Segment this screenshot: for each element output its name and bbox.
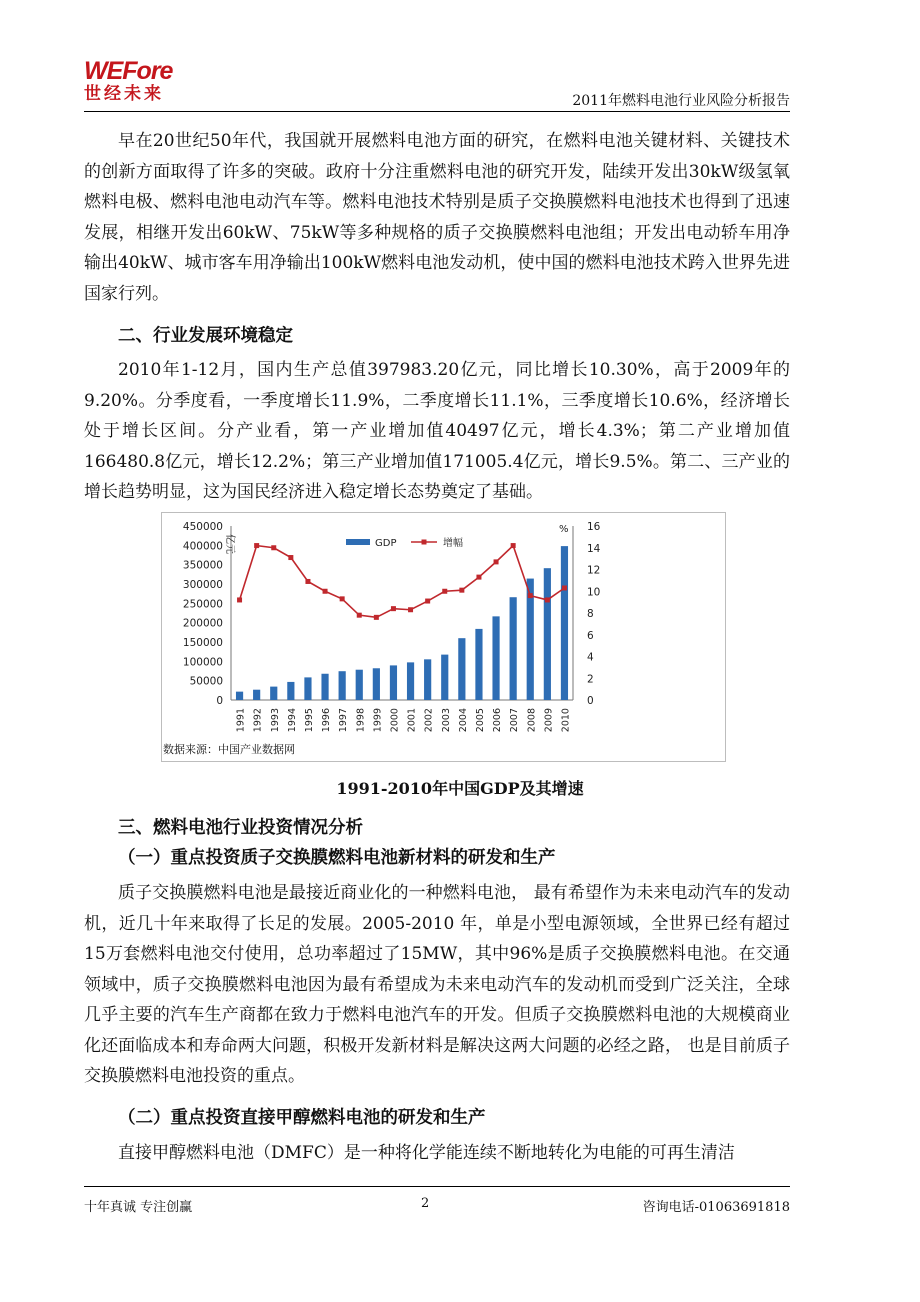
x-tick-label: 1995	[303, 708, 315, 733]
growth-rate-point	[511, 543, 516, 548]
gdp-bar	[561, 546, 568, 700]
y-left-tick-label: 350000	[182, 559, 223, 572]
gdp-bar	[356, 670, 363, 700]
y-left-tick-label: 250000	[182, 598, 223, 611]
logo-subtext: 世经未来	[84, 84, 164, 104]
footer-divider	[84, 1186, 790, 1187]
legend-growth-marker	[422, 540, 427, 545]
logo-text: WEFore	[84, 57, 173, 85]
gdp-bar	[475, 629, 482, 700]
x-tick-label: 1999	[372, 708, 384, 733]
growth-rate-point	[476, 575, 481, 580]
gdp-bar	[407, 662, 414, 700]
growth-rate-point	[271, 545, 276, 550]
section-heading-environment: 二、行业发展环境稳定	[118, 326, 293, 346]
paragraph-text: 直接甲醇燃料电池（DMFC）是一种将化学能连续不断地转化为电能的可再生清洁	[118, 1143, 735, 1163]
gdp-bar	[390, 665, 397, 700]
growth-rate-point	[545, 597, 550, 602]
growth-rate-point	[340, 596, 345, 601]
footer-slogan: 十年真诚 专注创赢	[84, 1200, 193, 1215]
growth-rate-point	[374, 615, 379, 620]
page-number: 2	[421, 1196, 430, 1211]
subsection-heading-pem: （一）重点投资质子交换膜燃料电池新材料的研发和生产	[118, 848, 556, 868]
y-left-tick-label: 100000	[182, 656, 223, 669]
y-left-tick-label: 450000	[182, 521, 223, 533]
y-left-axis-label: 亿元	[224, 534, 235, 554]
x-tick-label: 1993	[269, 708, 281, 733]
company-logo	[84, 58, 188, 108]
y-right-tick-label: 6	[587, 629, 594, 642]
y-right-tick-label: 16	[587, 521, 601, 533]
growth-rate-point	[391, 606, 396, 611]
growth-rate-point	[305, 579, 310, 584]
paragraph-text: 质子交换膜燃料电池是最接近商业化的一种燃料电池， 最有希望作为未来电动汽车的发动机，近几十年来取得了长足的发展。2005-2010 年，单是小型电源领域，全世界已经有超过15万套燃料电池交付使用，总功率超过了15MW，其中96%是质子交换膜燃料电池。在交通领域中，质子交换膜燃料电池因为最有希望成为未来电动汽车的发动机而受到广泛关注，全球几乎主要的汽车生产商都在致力于燃料电池汽车的开发。但质子交换膜燃料电池的大规模商业化还面临成本和寿命两大问题，积极开发新材料是解决这两大问题的必经之路， 也是目前质子交换膜燃料电池投资的重点。	[84, 883, 790, 1086]
growth-rate-point	[562, 585, 567, 590]
x-tick-label: 2007	[509, 708, 521, 733]
paragraph-text: 2010年1-12月，国内生产总值397983.20亿元，同比增长10.30%，高于2009年的9.20%。分季度看，一季度增长11.9%，二季度增长11.1%，三季度增长10.6%，经济增长处于增长区间。分产业看，第一产业增加值40497亿元，增长4.3%；第二产业增加值166480.8亿元，增长12.2%；第三产业增加值171005.4亿元，增长9.5%。第二、三产业的增长趋势明显，这为国民经济进入稳定增长态势奠定了基础。	[84, 360, 790, 502]
gdp-bar	[253, 690, 260, 700]
growth-rate-point	[237, 597, 242, 602]
x-tick-label: 2000	[389, 708, 401, 733]
y-right-tick-label: 10	[587, 586, 601, 599]
x-tick-label: 2006	[492, 708, 504, 733]
section-heading-investment: 三、燃料电池行业投资情况分析	[118, 818, 363, 838]
x-tick-label: 1996	[321, 708, 333, 733]
header-divider	[84, 111, 790, 112]
x-tick-label: 1998	[355, 708, 367, 733]
growth-rate-point	[288, 555, 293, 560]
legend-gdp-label: GDP	[375, 538, 397, 549]
growth-rate-point	[459, 588, 464, 593]
y-left-tick-label: 150000	[182, 637, 223, 649]
gdp-bar	[424, 659, 431, 700]
growth-rate-point	[408, 607, 413, 612]
y-left-tick-label: 400000	[182, 540, 223, 553]
paragraph-text: 早在20世纪50年代，我国就开展燃料电池方面的研究，在燃料电池关键材料、关键技术的创新方面取得了许多的突破。政府十分注重燃料电池的研究开发，陆续开发出30kW级氢氧燃料电极、燃料电池电动汽车等。燃料电池技术特别是质子交换膜燃料电池技术也得到了迅速发展，相继开发出60kW、75kW等多种规格的质子交换膜燃料电池组；开发出电动轿车用净输出40kW、城市客车用净输出100kW燃料电池发动机，使中国的燃料电池技术跨入世界先进国家行列。	[84, 131, 790, 304]
growth-rate-point	[357, 613, 362, 618]
y-right-tick-label: 0	[587, 695, 594, 707]
x-tick-label: 2004	[457, 708, 469, 733]
gdp-bar	[339, 671, 346, 700]
y-left-tick-label: 200000	[182, 617, 223, 630]
x-tick-label: 2010	[560, 708, 572, 733]
y-left-tick-label: 50000	[189, 675, 223, 688]
x-tick-label: 2009	[543, 708, 555, 733]
legend-gdp-swatch	[346, 539, 370, 545]
chart-source: 数据来源：中国产业数据网	[163, 743, 295, 756]
y-left-tick-label: 300000	[182, 579, 223, 591]
growth-rate-point	[323, 589, 328, 594]
gdp-bar	[287, 682, 294, 700]
paragraph-dmfc	[84, 1138, 790, 1169]
x-tick-label: 2008	[526, 708, 538, 733]
y-right-tick-label: 4	[587, 651, 594, 664]
gdp-bar	[510, 597, 517, 700]
y-right-tick-label: 12	[587, 564, 601, 577]
y-right-axis-label: %	[559, 524, 569, 535]
legend-growth-label: 增幅	[443, 538, 463, 549]
footer-phone: 咨询电话-01063691818	[642, 1200, 790, 1215]
chart-caption: 1991-2010年中国GDP及其增速	[336, 779, 584, 798]
gdp-bar	[373, 668, 380, 700]
y-right-tick-label: 8	[587, 608, 594, 620]
x-tick-label: 2001	[406, 708, 418, 733]
growth-rate-point	[442, 589, 447, 594]
gdp-bar	[492, 616, 499, 700]
gdp-chart-svg	[161, 512, 726, 762]
gdp-bar	[236, 692, 243, 700]
x-tick-label: 1994	[286, 708, 298, 733]
paragraph-research-history	[84, 126, 790, 309]
x-tick-label: 2005	[474, 708, 486, 733]
growth-rate-point	[494, 559, 499, 564]
growth-rate-point	[528, 593, 533, 598]
gdp-bar	[458, 638, 465, 700]
gdp-bar	[321, 674, 328, 700]
x-tick-label: 2003	[440, 708, 452, 733]
y-right-tick-label: 14	[587, 542, 601, 555]
y-right-tick-label: 2	[587, 673, 594, 686]
growth-rate-point	[254, 543, 259, 548]
gdp-chart	[161, 512, 726, 762]
x-tick-label: 1997	[338, 708, 350, 733]
paragraph-pem-fuel-cell	[84, 878, 790, 1092]
gdp-bar	[304, 677, 311, 700]
growth-rate-point	[425, 599, 430, 604]
subsection-heading-dmfc: （二）重点投资直接甲醇燃料电池的研发和生产	[118, 1108, 486, 1128]
gdp-bar	[270, 687, 277, 700]
gdp-bar	[441, 655, 448, 700]
x-tick-label: 1992	[252, 708, 264, 733]
x-tick-label: 2002	[423, 708, 435, 733]
gdp-bar	[544, 568, 551, 700]
report-title: 2011年燃料电池行业风险分析报告	[572, 93, 790, 109]
paragraph-gdp-stats	[84, 355, 790, 508]
x-tick-label: 1991	[235, 708, 247, 733]
y-left-tick-label: 0	[216, 695, 223, 707]
